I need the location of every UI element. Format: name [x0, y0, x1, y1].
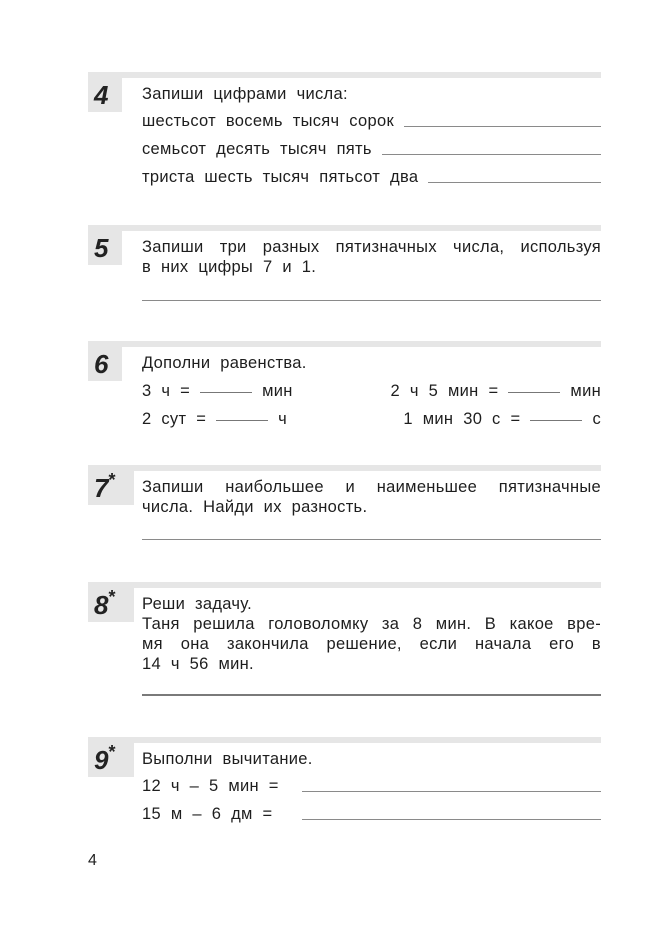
- answer-line[interactable]: [142, 694, 601, 696]
- task-header-bar: [88, 225, 601, 231]
- number-words: триста шесть тысяч пятьсот два: [142, 168, 419, 186]
- star-marker: *: [108, 587, 116, 607]
- task-number-badge: 5: [88, 231, 122, 265]
- task-instruction-line: Запиши наибольшее и наименьшее пятизначные: [142, 478, 601, 496]
- task-5: [88, 225, 601, 305]
- answer-blank[interactable]: [216, 419, 268, 421]
- task-number-badge: 6: [88, 347, 122, 381]
- task-instruction: Реши задачу.: [142, 595, 253, 613]
- task-instruction-line: в них цифры 7 и 1.: [142, 258, 317, 276]
- task-header-bar: [88, 341, 601, 347]
- task-instruction-line: числа. Найди их разность.: [142, 498, 368, 516]
- answer-line[interactable]: [428, 181, 601, 183]
- task-6: [88, 341, 601, 431]
- answer-blank[interactable]: [508, 391, 560, 393]
- answer-row: [142, 802, 601, 824]
- answer-row: [142, 774, 601, 796]
- task-header-bar: [88, 582, 601, 588]
- task-8: [88, 582, 601, 702]
- task-9: [88, 737, 601, 832]
- answer-line[interactable]: [302, 790, 601, 792]
- task-header-bar: [88, 737, 601, 743]
- task-header-bar: [88, 72, 601, 78]
- task-number-badge: 8*: [88, 588, 134, 622]
- answer-line[interactable]: [302, 818, 601, 820]
- problem-text-line: мя она закончила решение, если начала его в: [142, 635, 601, 653]
- answer-row: [142, 109, 601, 131]
- equation: 1 мин 30 с = с: [403, 410, 601, 428]
- task-number-badge: 4: [88, 78, 122, 112]
- task-instruction-line: Запиши три разных пятизначных числа, используя: [142, 238, 601, 256]
- answer-line[interactable]: [142, 539, 601, 540]
- answer-line[interactable]: [404, 125, 601, 127]
- task-4: [88, 72, 601, 192]
- subtraction-expression: 12 ч – 5 мин =: [142, 777, 279, 795]
- page-number: 4: [88, 852, 97, 869]
- task-7: [88, 465, 601, 550]
- task-instruction: Выполни вычитание.: [142, 750, 313, 768]
- problem-text-line: Таня решила головоломку за 8 мин. В какое вре-: [142, 615, 601, 633]
- equation: 3 ч = мин: [142, 382, 293, 400]
- task-header-bar: [88, 465, 601, 471]
- number-words: семьсот десять тысяч пять: [142, 140, 372, 158]
- equation: 2 сут = ч: [142, 410, 288, 428]
- star-marker: *: [108, 742, 116, 762]
- task-instruction: Запиши цифрами числа:: [142, 85, 348, 103]
- task-number-badge: 7*: [88, 471, 134, 505]
- problem-text-line: 14 ч 56 мин.: [142, 655, 254, 673]
- subtraction-expression: 15 м – 6 дм =: [142, 805, 273, 823]
- answer-row: [142, 137, 601, 159]
- task-instruction: Дополни равенства.: [142, 354, 307, 372]
- answer-row: [142, 165, 601, 187]
- answer-blank[interactable]: [200, 391, 252, 393]
- answer-blank[interactable]: [530, 419, 582, 421]
- number-words: шестьсот восемь тысяч сорок: [142, 112, 394, 130]
- answer-line[interactable]: [382, 153, 601, 155]
- task-number-badge: 9*: [88, 743, 134, 777]
- star-marker: *: [108, 470, 116, 490]
- equation: 2 ч 5 мин = мин: [390, 382, 601, 400]
- answer-line[interactable]: [142, 300, 601, 301]
